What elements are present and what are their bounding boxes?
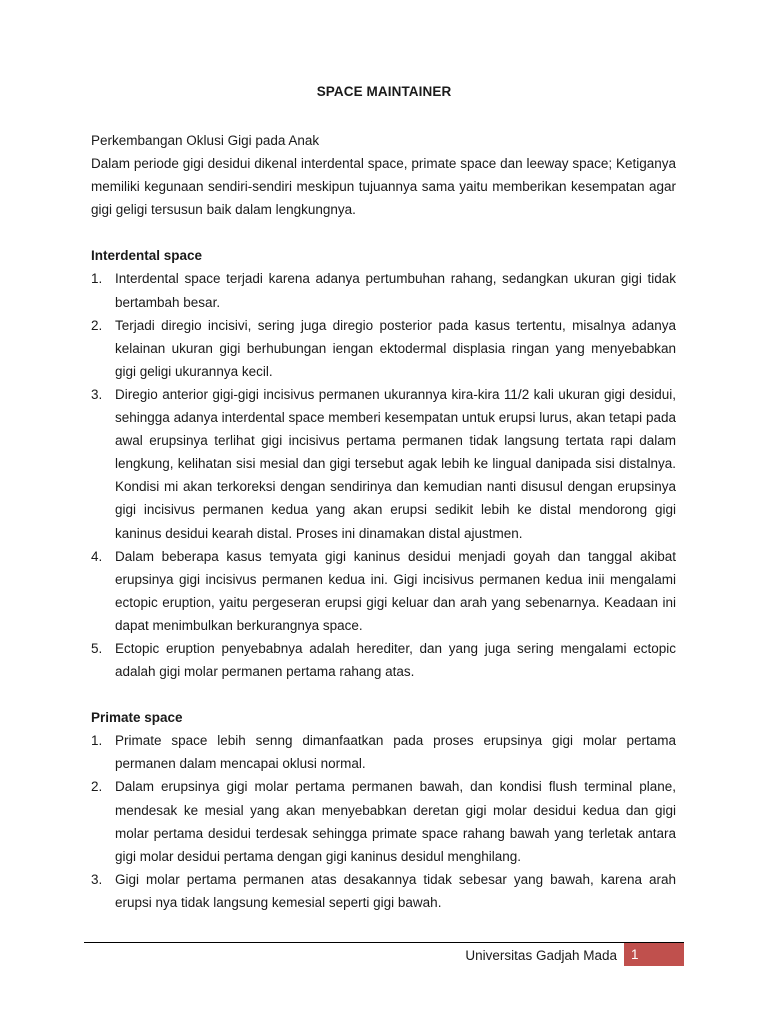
section-heading-interdental: Interdental space bbox=[91, 248, 203, 264]
list-number: 2. bbox=[91, 779, 103, 795]
list-item bbox=[91, 775, 676, 867]
footer-divider bbox=[84, 942, 684, 943]
section-heading-primate: Primate space bbox=[91, 710, 183, 726]
list-text: Diregio anterior gigi-gigi incisivus permanen ukurannya kira-kira 11/2 kali ukuran gigi desidui, sehingga adanya interdental space memberi kesempatan untuk erupsi lurus, akan tetapi pada awal erupsinya terlihat gigi incisivus pertama permanen tidak langsung tertata rapi dalam lengkung, kelihatan sisi mesial dan gigi tersebut agak lebih ke lingual danipada sisi distalnya. Kondisi mi akan terkoreksi dengan sendirinya dan kemudian nanti disusul dengan erupsinya gigi incisivus permanen kedua yang akan erupsi sedikit lebih ke distal mendorong gigi kaninus desidui kearah distal. Proses ini dinamakan distal ajustmen. bbox=[115, 386, 676, 541]
intro-heading: Perkembangan Oklusi Gigi pada Anak bbox=[91, 133, 320, 148]
page-number-badge: 1 bbox=[624, 943, 684, 966]
list-item bbox=[91, 729, 676, 775]
list-number: 4. bbox=[91, 548, 103, 564]
list-number: 3. bbox=[91, 871, 103, 887]
list-text: Primate space lebih senng dimanfaatkan pada proses erupsinya gigi molar pertama permanen dalam mencapai oklusi normal. bbox=[115, 733, 676, 772]
list-number: 1. bbox=[91, 733, 103, 749]
list-item bbox=[91, 267, 676, 313]
list-text: Dalam erupsinya gigi molar pertama permanen bawah, dan kondisi flush terminal plane, mendesak ke mesial yang akan menyebabkan deretan gigi molar desidui kedua dan gigi molar pertama desidui terdesak sehingga primate space rahang bawah yang terletak antara gigi molar desidui pertama dengan gigi kaninus desidul menghilang. bbox=[115, 779, 676, 864]
spacer bbox=[91, 221, 676, 244]
list-item bbox=[91, 637, 676, 683]
list-item bbox=[91, 383, 676, 545]
document-title: SPACE MAINTAINER bbox=[316, 84, 452, 99]
list-item bbox=[91, 545, 676, 637]
list-text: Dalam beberapa kasus temyata gigi kaninus desidui menjadi goyah dan tanggal akibat erupsinya gigi incisivus permanen kedua ini. Gigi incisivus permanen kedua inii mengalami ectopic eruption, yaitu pergeseran erupsi gigi keluar dan arah yang sebenarnya. Keadaan ini dapat menimbulkan berkurangnya space. bbox=[115, 548, 676, 633]
list-number: 1. bbox=[91, 271, 103, 287]
interdental-list bbox=[91, 267, 676, 683]
list-number: 5. bbox=[91, 640, 103, 656]
list-number: 2. bbox=[91, 317, 103, 333]
spacer bbox=[91, 683, 676, 706]
list-text: Interdental space terjadi karena adanya pertumbuhan rahang, sedangkan ukuran gigi tidak bertambah besar. bbox=[115, 271, 676, 310]
document-body bbox=[91, 129, 676, 914]
list-text: Gigi molar pertama permanen atas desakannya tidak sebesar yang bawah, karena arah erupsi nya tidak langsung kemesial seperti gigi bawah. bbox=[115, 871, 676, 910]
intro-paragraph: Dalam periode gigi desidui dikenal interdental space, primate space dan leeway space; Ketiganya memiliki kegunaan sendiri-sendiri meskipun tujuannya sama yaitu memberikan kesempatan agar gigi geligi tersusun baik dalam lengkungnya. bbox=[91, 156, 676, 218]
list-text: Ectopic eruption penyebabnya adalah herediter, dan yang juga sering mengalami ectopic adalah gigi molar permanen pertama rahang atas. bbox=[115, 640, 676, 680]
list-number: 3. bbox=[91, 386, 103, 402]
list-text: Terjadi diregio incisivi, sering juga diregio posterior pada kasus tertentu, misalnya adanya kelainan ukuran gigi berhubungan iengan ektodermal displasia ringan yang menyebabkan gigi geligi ukurannya kecil. bbox=[115, 317, 676, 379]
list-item bbox=[91, 314, 676, 383]
list-item bbox=[91, 868, 676, 914]
primate-list bbox=[91, 729, 676, 914]
footer-institution: Universitas Gadjah Mada bbox=[465, 948, 617, 963]
